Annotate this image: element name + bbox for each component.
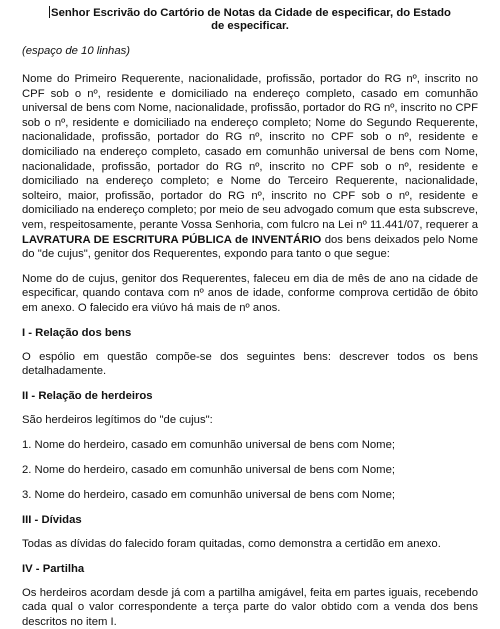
section-3-text: Todas as dívidas do falecido foram quitadas, como demonstra a certidão em anexo. [22,537,441,550]
intro-text-before: Nome do Primeiro Requerente, nacionalidade, profissão, portador do RG nº, inscrito no CPF sob o nº, residente e domiciliado na endereço completo, casado em comunhão universal de bens com Nome, nacionalidade, profissão, portador do RG nº, inscrito no CPF sob o nº, residente e domiciliado na endereço completo; Nome do Segundo Requerente, nacionalidade, profissão, portador do RG nº, inscrito no CPF sob o nº, residente e domiciliado na endereço completo, casado em comunhão universal de bens com Nome, nacionalidade, profissão, portador do RG nº, inscrito no CPF sob o nº, residente e domiciliado na endereço completo; e Nome do Terceiro Requerente, nacionalidade, solteiro, maior, profissão, portador do RG nº, inscrito no CPF sob o nº, residente e domiciliado na endereço completo; por meio de seu advogado comum que esta subscreve, vem, respeitosamente, perante Vossa Senhoria, com fulcro na Lei nº 11.441/07, requerer a [22,73,478,231]
intro-bold-text: LAVRATURA DE ESCRITURA PÚBLICA de INVENTÁRIO [22,233,322,246]
heir-item: 3. Nome do herdeiro, casado em comunhão universal de bens com Nome; [22,488,395,501]
section-1-title: I - Relação dos bens [22,326,132,339]
header-line-2: de especificar. [211,20,289,32]
heir-item: 1. Nome do herdeiro, casado em comunhão universal de bens com Nome; [22,438,395,451]
document-header [22,6,478,33]
section-4-title: IV - Partilha [22,562,85,575]
section-1-text: O espólio em questão compõe-se dos seguintes bens: descrever todos os bens detalhadamente. [22,350,478,378]
text-cursor [49,6,50,18]
section-2-intro: São herdeiros legítimos do "de cujus": [22,413,213,426]
intro-paragraph [22,72,478,262]
header-line-1: Senhor Escrivão do Cartório de Notas da Cidade de especificar, do Estado [51,7,451,19]
death-paragraph: Nome do de cujus, genitor dos Requerentes, faleceu em dia de mês de ano na cidade de especificar, quando contava com nº anos de idade, conforme comprova certidão de óbito em anexo. O falecido era viúvo há mais de nº anos. [22,272,478,314]
section-3-title: III - Dívidas [22,513,82,526]
intro-text-after: dos bens deixados pelo Nome do "de cujus", genitor dos Requerentes, expondo para tanto o que segue: [22,233,478,261]
section-4-text: Os herdeiros acordam desde já com a partilha amigável, feita em partes iguais, recebendo cada qual o valor correspondente a terça parte do valor obtido com a venda dos bens descritos no item I. [22,586,478,628]
heir-item: 2. Nome do herdeiro, casado em comunhão universal de bens com Nome; [22,463,395,476]
space-note: (espaço de 10 linhas) [22,45,131,57]
section-2-title: II - Relação de herdeiros [22,389,153,402]
